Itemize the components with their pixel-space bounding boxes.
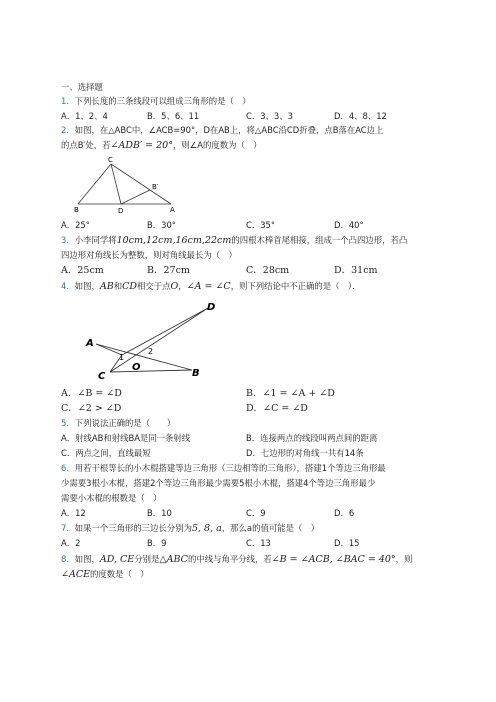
question-2-line-1 xyxy=(61,125,383,136)
q2-figure xyxy=(74,155,188,217)
question-text: 相交于点 xyxy=(136,281,171,291)
label-b: B xyxy=(74,206,79,214)
option-text: C．28cm xyxy=(246,265,290,276)
question-number: 5． xyxy=(61,418,75,428)
label-c: C xyxy=(108,156,113,164)
q3-option-a xyxy=(61,265,104,276)
section-title: 一、选择题 xyxy=(61,82,103,92)
math-expression: CD xyxy=(122,281,137,292)
q6-option-a: A．12 xyxy=(61,508,86,518)
q4-option-a xyxy=(61,388,122,399)
q2-option-a: A．25° xyxy=(61,220,90,230)
q3-option-b xyxy=(147,265,190,276)
q6-option-c: C．9 xyxy=(246,508,266,518)
question-text: 的四根木棒首尾相接，组成一个凸四边形，若凸 xyxy=(231,235,408,245)
q3-option-d xyxy=(334,265,378,276)
question-text: 如图，在△ABC中，∠ACB=90°，D在AB上，将△ABC沿CD折叠，点B落在AC边上 xyxy=(74,125,384,135)
option-text: B．∠1 = ∠A + ∠D xyxy=(246,388,335,399)
q1-option-d: D．4、8、12 xyxy=(334,111,387,121)
option-text: B．27cm xyxy=(147,265,190,276)
label-a: A xyxy=(86,338,94,349)
q7-option-b: B．9 xyxy=(147,538,167,548)
question-text: 如图， xyxy=(74,554,100,564)
question-text: 的度数是（ ） xyxy=(90,569,149,579)
label-b: B xyxy=(192,368,200,379)
question-number: 3． xyxy=(61,235,75,245)
option-text: D．∠C = ∠D xyxy=(246,403,308,414)
question-number: 6． xyxy=(61,463,75,473)
question-3-line-2: 四边形对角线长为整数，则对角线最长为（ ） xyxy=(61,250,237,260)
q1-option-c: C．3、3、3 xyxy=(246,111,293,121)
question-number: 2． xyxy=(61,125,75,135)
q1-option-a: A．1、2、4 xyxy=(61,111,108,121)
question-text: ， xyxy=(178,281,187,291)
label-d: D xyxy=(118,207,124,215)
q4-figure xyxy=(86,300,216,380)
q6-option-d: D．6 xyxy=(334,508,355,518)
question-text: 的中线与角平分线，若 xyxy=(187,554,272,564)
math-expression: 10cm,12cm,16cm,22cm xyxy=(116,235,232,246)
label-angle-2: 2 xyxy=(148,347,154,356)
math-expression: ∠ACE xyxy=(61,569,91,580)
math-expression: O xyxy=(170,281,179,292)
q5-option-c: C．两点之间，直线最短 xyxy=(61,448,151,458)
q2-option-b: B．30° xyxy=(147,220,176,230)
q2-option-d: D．40° xyxy=(334,220,364,230)
question-7 xyxy=(61,523,319,534)
label-o: O xyxy=(132,362,141,373)
math-expression: AD, CE xyxy=(99,554,135,565)
question-number: 7． xyxy=(61,523,75,533)
question-text: 下列说法正确的是（ ） xyxy=(74,418,176,428)
q4-option-b xyxy=(246,388,335,399)
question-8-line-2 xyxy=(61,569,149,580)
option-text: D．31cm xyxy=(334,265,378,276)
question-3-line-1 xyxy=(61,235,407,246)
question-text: 如图， xyxy=(74,281,100,291)
option-text: A．∠B = ∠D xyxy=(61,388,122,399)
q7-option-d: D．15 xyxy=(334,538,360,548)
question-text: ，则∠A的度数为（ ） xyxy=(172,140,262,150)
q6-option-b: B．10 xyxy=(147,508,172,518)
q3-option-c xyxy=(246,265,289,276)
q4-option-c xyxy=(61,403,121,414)
question-5 xyxy=(61,418,175,429)
q2-option-c: C．35° xyxy=(246,220,276,230)
question-text: ，则 xyxy=(395,554,413,564)
question-text: 如果一个三角形的三边长分别为 xyxy=(74,523,192,533)
q5-option-b: B．连接两点的线段叫两点间的距离 xyxy=(246,433,378,443)
q5-option-d: D．七边形的对角线一共有14条 xyxy=(246,448,364,458)
question-6-line-3: 需要小木棍的根数是（ ） xyxy=(61,493,162,503)
math-expression: ∠ADB′ = 20° xyxy=(110,140,173,151)
question-text: ，那么a的值可能是（ ） xyxy=(221,523,320,533)
question-text: 用若干根等长的小木棍搭建等边三角形（三边相等的三角形），搭建1个等边三角形最 xyxy=(74,463,386,473)
math-expression: ∠B = ∠ACB, ∠BAC = 40° xyxy=(271,554,396,565)
label-angle-1: 1 xyxy=(119,353,125,362)
question-1 xyxy=(61,96,251,107)
option-text: C．∠2 > ∠D xyxy=(61,403,122,414)
label-d: D xyxy=(207,302,216,313)
question-text: 小李同学将 xyxy=(74,235,117,245)
label-c: C xyxy=(98,371,106,382)
math-expression: 5, 8, a xyxy=(191,523,222,534)
question-6-line-1 xyxy=(61,463,386,474)
q5-option-a: A．射线AB和射线BA是同一条射线 xyxy=(61,433,191,443)
math-expression: AB xyxy=(99,281,114,292)
math-expression: ∠A = ∠C xyxy=(186,281,231,292)
math-expression: △ABC xyxy=(159,554,188,565)
question-number: 4． xyxy=(61,281,75,291)
question-number: 1． xyxy=(61,96,75,106)
question-text: 下列长度的三条线段可以组成三角形的是（ ） xyxy=(74,96,251,106)
question-number: 8． xyxy=(61,554,75,564)
q4-option-d xyxy=(246,403,308,414)
question-6-line-2: 少需要3根小木棍，搭建2个等边三角形最少需要5根小木棍，搭建4个等边三角形最少 xyxy=(61,478,376,488)
question-text: 的点B′处，若 xyxy=(61,140,111,150)
q7-option-c: C．13 xyxy=(246,538,271,548)
question-4 xyxy=(61,281,361,292)
option-text: A．25cm xyxy=(61,265,104,276)
question-8-line-1 xyxy=(61,554,412,565)
label-b-prime: B′ xyxy=(152,183,159,191)
q1-option-b: B．5、6、11 xyxy=(147,111,200,121)
question-text: 和 xyxy=(113,281,123,291)
question-text: 分别是 xyxy=(134,554,160,564)
question-text: ，则下列结论中不正确的是（ ）． xyxy=(230,281,361,291)
q7-option-a: A．2 xyxy=(61,538,81,548)
question-2-line-2 xyxy=(61,140,262,151)
label-a: A xyxy=(170,206,175,214)
